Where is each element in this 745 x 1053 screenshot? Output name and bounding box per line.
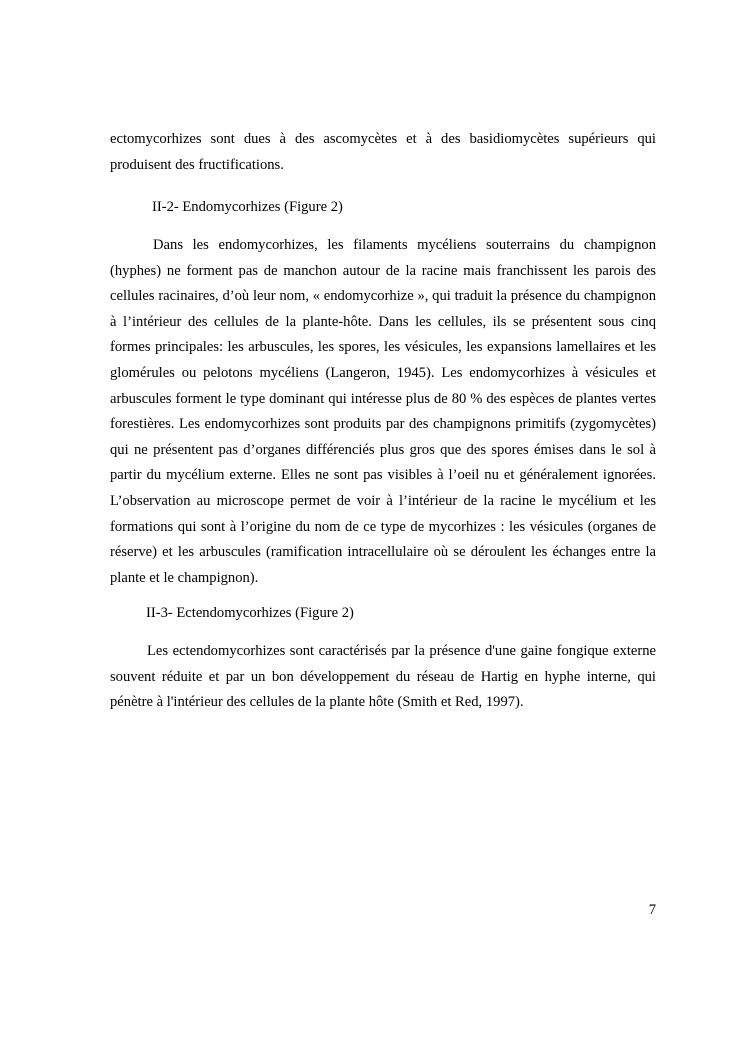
ectendo-paragraph: Les ectendomycorhizes sont caractérisés par la présence d'une gaine fongique externe souvent réduite et par un bon développement du réseau de Hartig en hyphe interne, qui pénètre à l'intérieur des cellules de la plante hôte (Smith et Red, 1997). bbox=[110, 643, 656, 711]
section-heading-endomycorhizes: II-2- Endomycorhizes (Figure 2) bbox=[152, 199, 343, 215]
intro-paragraph-block bbox=[110, 127, 656, 178]
endo-paragraph-block bbox=[110, 233, 656, 591]
ectendo-paragraph-block bbox=[110, 639, 656, 716]
intro-paragraph: ectomycorhizes sont dues à des ascomycètes et à des basidiomycètes supérieurs qui produisent des fructifications. bbox=[110, 131, 656, 173]
section-heading-ectendomycorhizes: II-3- Ectendomycorhizes (Figure 2) bbox=[146, 605, 354, 621]
endo-paragraph: Dans les endomycorhizes, les filaments mycéliens souterrains du champignon (hyphes) ne forment pas de manchon autour de la racine mais franchissent les parois des cellules racinaires, d’où leur nom, « endomycorhize », qui traduit la présence du champignon à l’intérieur des cellules de la plante-hôte. Dans les cellules, ils se présentent sous cinq formes principales: les arbuscules, les spores, les vésicules, les expansions lamellaires et les glomérules ou pelotons mycéliens (Langeron, 1945). Les endomycorhizes à vésicules et arbuscules forment le type dominant qui intéresse plus de 80 % des espèces de plantes vertes forestières. Les endomycorhizes sont produits par des champignons primitifs (zygomycètes) qui ne présentent pas d’organes différenciés plus gros que des spores émises dans le sol à partir du mycélium externe. Elles ne sont pas visibles à l’oeil nu et généralement ignorées. L’observation au microscope permet de voir à l’intérieur de la racine le mycélium et les formations qui sont à l’origine du nom de ce type de mycorhizes : les vésicules (organes de réserve) et les arbuscules (ramification intracellulaire où se déroulent les échanges entre la plante et le champignon). bbox=[110, 237, 656, 586]
page-number: 7 bbox=[648, 902, 656, 918]
